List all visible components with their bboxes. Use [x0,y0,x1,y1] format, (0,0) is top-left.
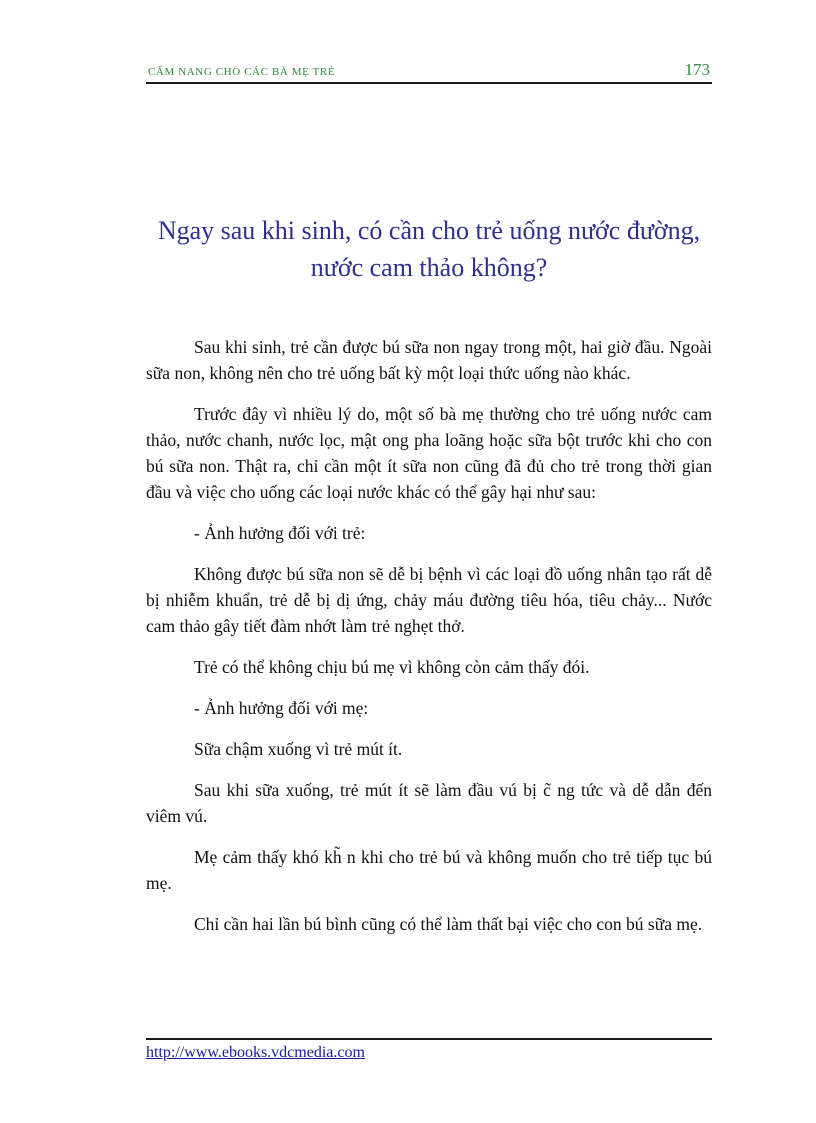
chapter-title [146,212,712,286]
paragraph-8: Sau khi sữa xuống, trẻ mút ít sẽ làm đầu vú bị c̃ ng tức và dễ dẫn đến viêm vú. [146,780,712,826]
paragraph-2: Trước đây vì nhiều lý do, một số bà mẹ thường cho trẻ uống nước cam thảo, nước chanh, nước lọc, mật ong pha loãng hoặc sữa bột trước khi cho con bú sữa non. Thật ra, chỉ cần một ít sữa non cũng đã đủ cho trẻ trong thời gian đầu và việc cho uống các loại nước khác có thể gây hại như sau: [146,404,712,502]
running-header [146,58,712,84]
paragraph-6: - Ảnh hưởng đối với mẹ: [194,698,369,718]
paragraph-5: Trẻ có thể không chịu bú mẹ vì không còn cảm thấy đói. [194,657,590,677]
footer-link[interactable]: http://www.ebooks.vdcmedia.com [146,1044,365,1061]
footer-divider [146,1038,712,1040]
chapter-title-line-2: nước cam thảo không? [310,253,548,282]
header-title: CẨM NANG CHO CÁC BÀ MẸ TRẺ [148,66,336,78]
chapter-title-line-1: Ngay sau khi sinh, có cần cho trẻ uống nước đường, [157,216,701,245]
paragraph-9: Mẹ cảm thấy khó kh̃ n khi cho trẻ bú và không muốn cho trẻ tiếp tục bú mẹ. [146,847,712,893]
paragraph-4: Không được bú sữa non sẽ dễ bị bệnh vì các loại đồ uống nhân tạo rất dễ bị nhiễm khuẩn, trẻ dễ bị dị ứng, chảy máu đường tiêu hóa, tiêu chảy... Nước cam thảo gây tiết đàm nhớt làm trẻ nghẹt thở. [146,564,712,636]
paragraph-3: - Ảnh hưởng đối với trẻ: [194,523,366,543]
paragraph-7: Sữa chậm xuống vì trẻ mút ít. [194,739,403,759]
page-number: 173 [684,60,710,79]
paragraph-10: Chỉ cần hai lần bú bình cũng có thể làm thất bại việc cho con bú sữa mẹ. [194,914,703,934]
paragraph-1: Sau khi sinh, trẻ cần được bú sữa non ngay trong một, hai giờ đầu. Ngoài sữa non, không nên cho trẻ uống bất kỳ một loại thức uống nào khác. [146,337,712,383]
body-text [146,334,712,952]
